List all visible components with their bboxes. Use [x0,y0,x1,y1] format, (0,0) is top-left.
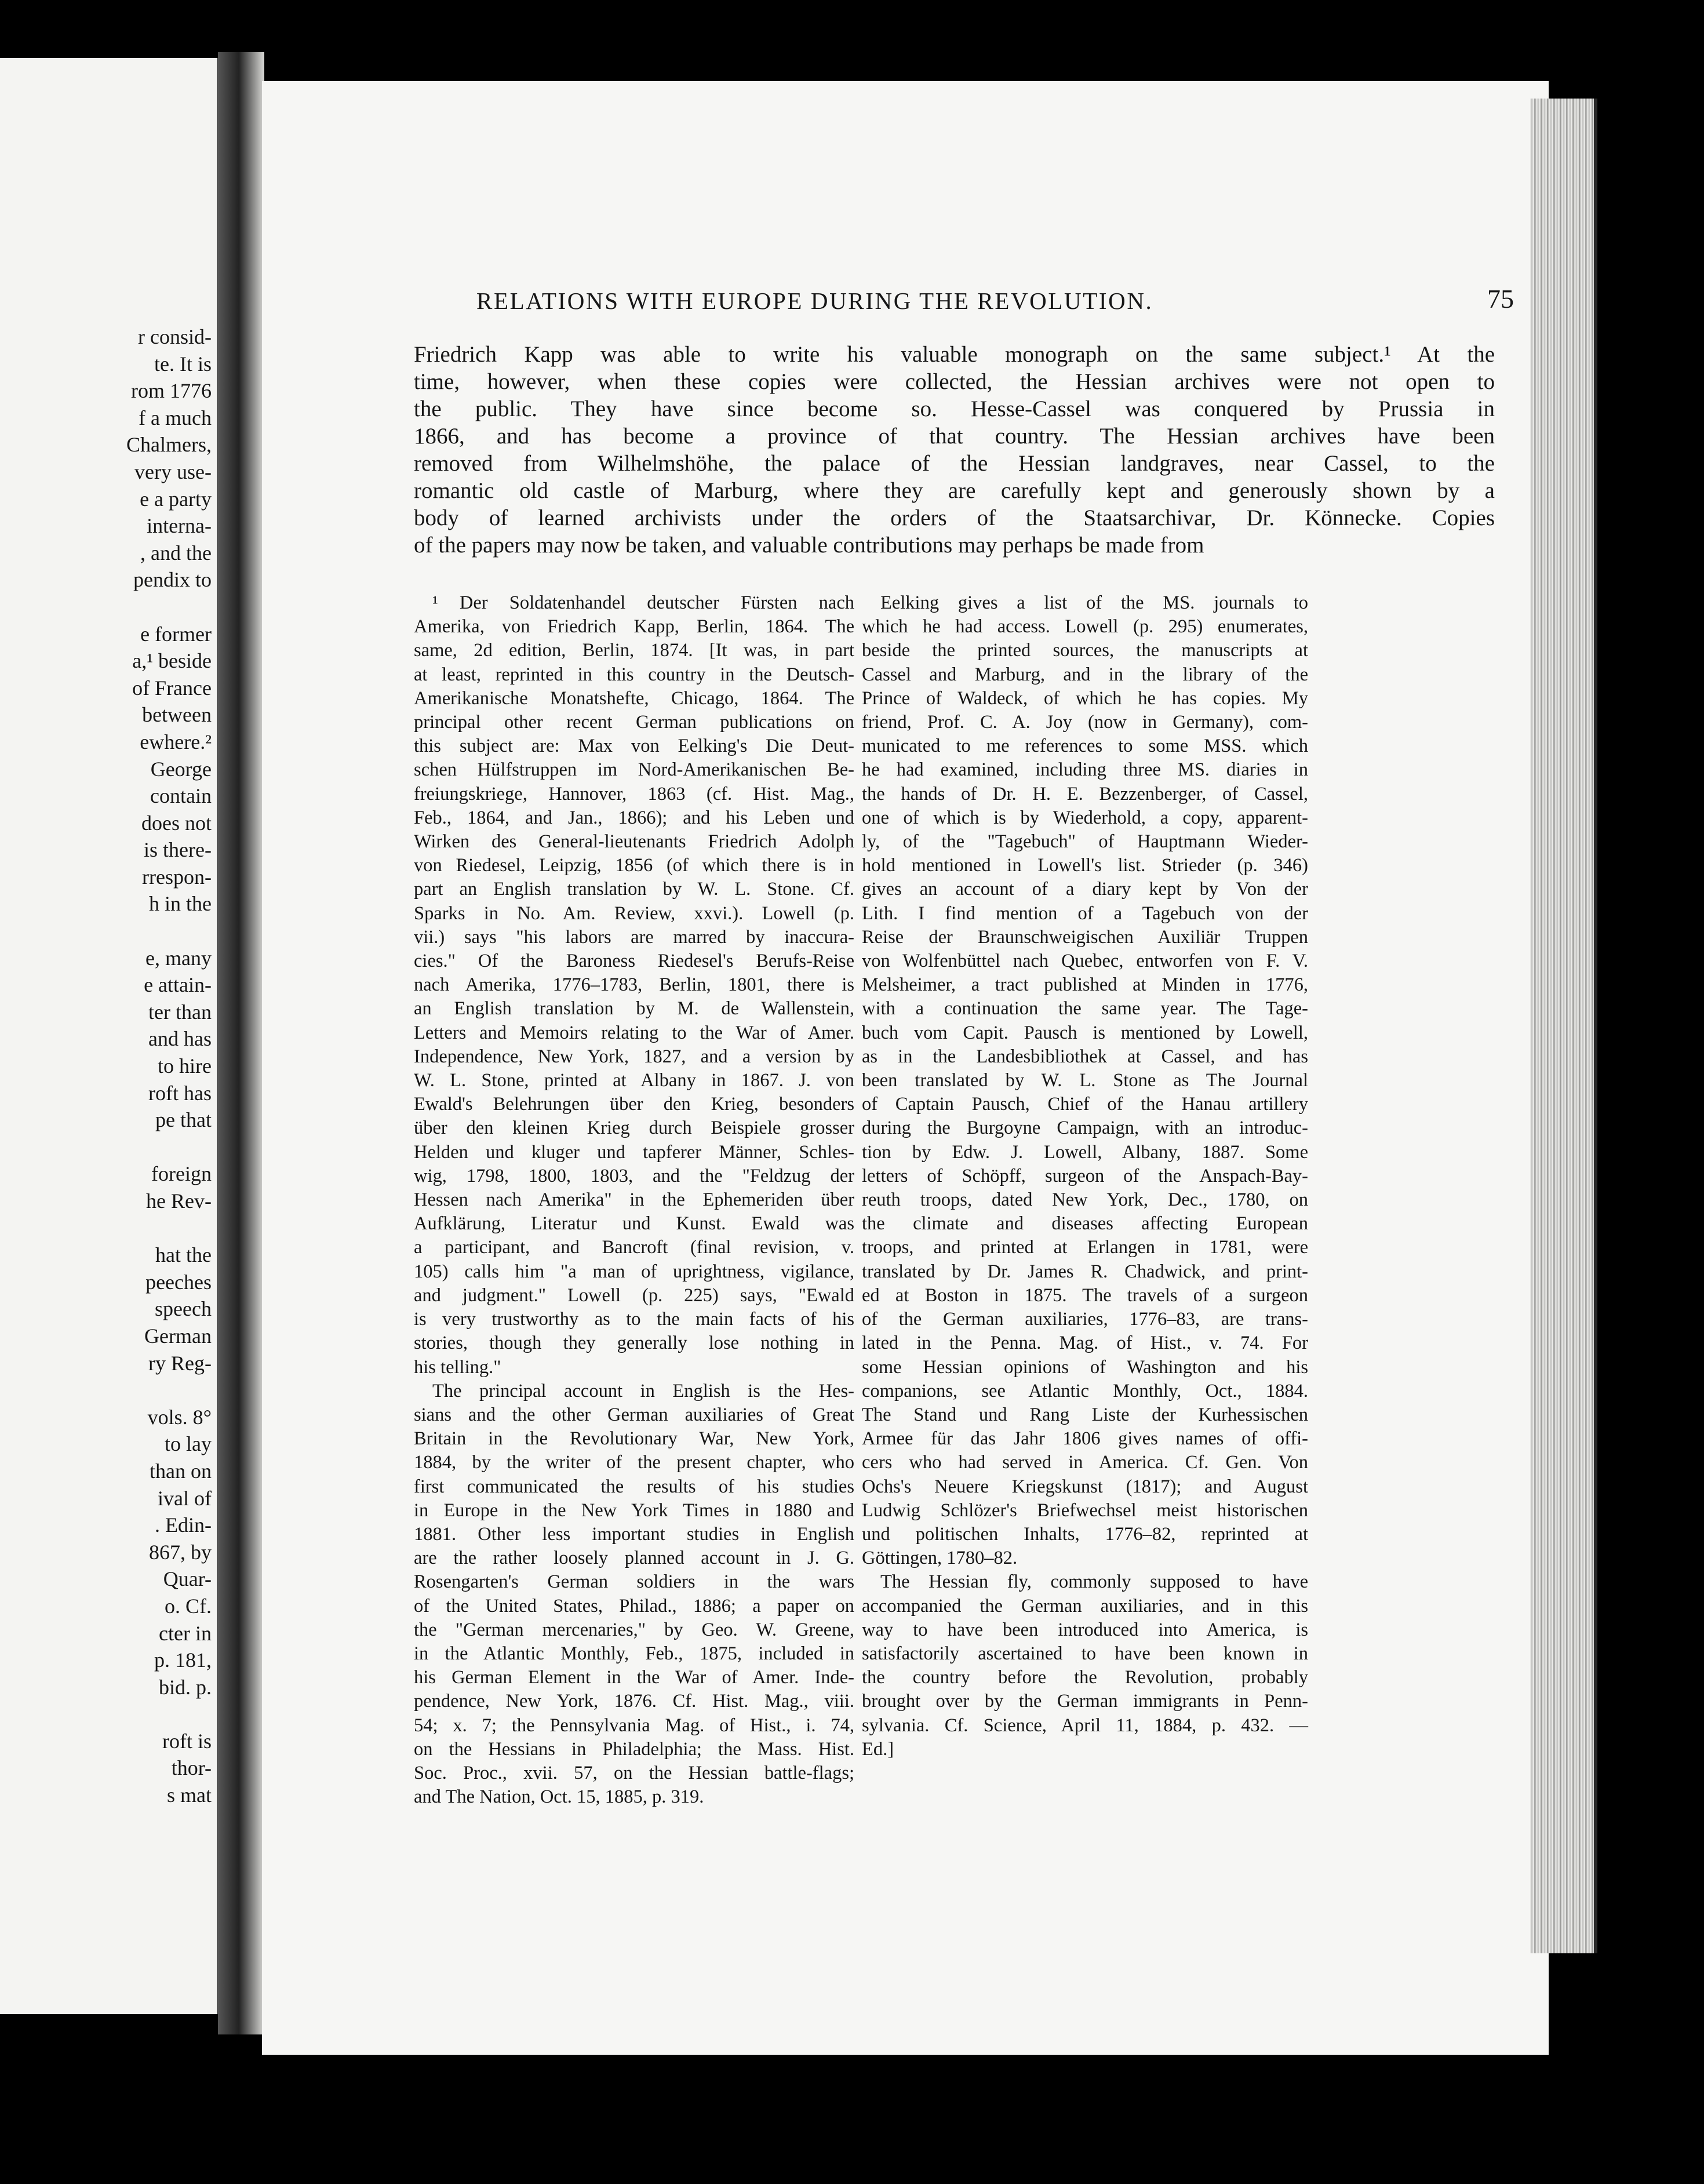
footnote-line: Amerika, von Friedrich Kapp, Berlin, 1864. The [414,616,854,638]
footnote-line: Amerikanische Monatshefte, Chicago, 1864. The [414,687,854,709]
footnote-line: a participant, and Bancroft (final revision, v. [414,1237,854,1258]
footnote-line: Soc. Proc., xvii. 57, on the Hessian battle-flags; [414,1762,854,1783]
facing-page-line [3,1701,212,1728]
footnote-line: of the German auxiliaries, 1776–83, are trans- [862,1309,1308,1330]
running-head [476,284,1531,322]
facing-page-line: and has [148,1027,212,1051]
page-number: 75 [1487,284,1514,314]
footnote-line: the "German mercenaries," by Geo. W. Greene, [414,1619,854,1640]
footnote-line: The Hessian fly, commonly supposed to have [880,1571,1308,1593]
footnote-line: he had examined, including three MS. diaries in [862,759,1308,781]
footnote-column-left [414,591,854,1809]
footnote-line: of Captain Pausch, Chief of the Hanau artillery [862,1094,1308,1115]
body-line: body of learned archivists under the orders of the Staatsarchivar, Dr. Könnecke. Copies [414,505,1495,530]
footnote-line: brought over by the German immigrants in Penn- [862,1691,1308,1712]
body-line: time, however, when these copies were collected, the Hessian archives were not open to [414,369,1495,394]
footnote-line: lated in the Penna. Mag. of Hist., v. 74. For [862,1333,1308,1354]
footnote-line: freiungskriege, Hannover, 1863 (cf. Hist. Mag., [414,783,854,805]
facing-page-line [3,1215,212,1242]
footnote-line: buch vom Capit. Pausch is mentioned by Lowell, [862,1022,1308,1043]
facing-page-line: s mat [167,1783,212,1807]
footnote-line: first communicated the results of his studies [414,1476,854,1497]
footnote-line: Eelking gives a list of the MS. journals to [880,592,1308,613]
footnote-line: Ludwig Schlözer's Briefwechsel meist historischen [862,1499,1308,1521]
facing-page-line [3,1134,212,1161]
facing-page-line: . Edin- [155,1513,212,1537]
footnote-line: his telling." [414,1356,501,1378]
footnote-line: his German Element in the War of Amer. Inde- [414,1667,854,1688]
footnote-line: principal other recent German publications on [414,712,854,733]
facing-page-line: peeches [145,1270,212,1294]
facing-page-line: ter than [148,1000,212,1024]
facing-page-line: e attain- [144,973,212,997]
footnote-line: Ewald's Belehrungen über den Krieg, besonders [414,1094,854,1115]
body-line: 1866, and has become a province of that country. The Hessian archives have been [414,424,1495,449]
facing-page-line: roft has [148,1081,212,1105]
footnote-line: 1881. Other less important studies in English [414,1523,854,1545]
body-line: of the papers may now be taken, and valuable contributions may perhaps be made from [414,533,1204,558]
book-gutter [218,52,264,2034]
footnote-line: stories, though they generally lose nothing in [414,1333,854,1354]
footnote-line: Reise der Braunschweigischen Auxiliär Truppen [862,926,1308,948]
facing-page-line: ewhere.² [140,730,212,754]
footnote-line: Helden und kluger und tapferer Männer, Schles- [414,1141,854,1163]
facing-page-line [3,594,212,621]
footnote-line: cies." Of the Baroness Riedesel's Berufs-Reise [414,951,854,972]
footnote-line: Wirken des General-lieutenants Friedrich Adolph [414,831,854,853]
footnote-line: Melsheimer, a tract published at Minden in 1776, [862,974,1308,996]
footnote-line: Letters and Memoirs relating to the War of Amer. [414,1022,854,1043]
facing-page-line: does not [141,811,212,835]
footnote-line: Cassel and Marburg, and in the library of the [862,664,1308,685]
footnote-line: 105) calls him "a man of uprightness, vigilance, [414,1261,854,1282]
footnote-line: Feb., 1864, and Jan., 1866); and his Leben und [414,807,854,828]
footnote-line: 54; x. 7; the Pennsylvania Mag. of Hist., i. 74, [414,1715,854,1736]
footnote-line: an English translation by M. de Wallenstein, [414,998,854,1020]
footnote-line: hold mentioned in Lowell's list. Strieder (p. 346) [862,855,1308,876]
footnote-line: Lith. I find mention of a Tagebuch von der [862,902,1308,924]
footnote-line: tion by Edw. J. Lowell, Albany, 1887. Some [862,1141,1308,1163]
running-title: RELATIONS WITH EUROPE DURING THE REVOLUTION. [476,287,1153,314]
footnote-line: cers who had served in America. Cf. Gen. Von [862,1452,1308,1473]
facing-page-line: r consid- [138,325,212,348]
footnote-line: translated by Dr. James R. Chadwick, and print- [862,1261,1308,1282]
facing-page-line: contain [150,784,212,808]
footnote-line: troops, and printed at Erlangen in 1781, were [862,1237,1308,1258]
footnote-line: municated to me references to some MSS. which [862,736,1308,757]
footnote-line: accompanied the German auxiliaries, and in this [862,1595,1308,1617]
facing-page-line: he Rev- [146,1189,212,1213]
facing-page-text-fragments [3,323,212,1809]
footnote-line: and The Nation, Oct. 15, 1885, p. 319. [414,1786,704,1808]
facing-page-line: thor- [171,1756,212,1780]
footnote-line: W. L. Stone, printed at Albany in 1867. J. von [414,1070,854,1091]
footnote-line: one of which is by Wiederhold, a copy, apparent- [862,807,1308,828]
footnote-line: in the Atlantic Monthly, Feb., 1875, included in [414,1643,854,1664]
footnote-line: wig, 1798, 1800, 1803, and the "Feldzug der [414,1165,854,1186]
footnote-line: in Europe in the New York Times in 1880 and [414,1499,854,1521]
footnote-line: Aufklärung, Literatur und Kunst. Ewald was [414,1213,854,1235]
facing-page-line: very use- [134,460,212,483]
footnote-line: same, 2d edition, Berlin, 1874. [It was, in part [414,640,854,661]
facing-page-line: bid. p. [158,1675,212,1699]
footnote-line: vii.) says "his labors are marred by inaccura- [414,926,854,948]
footnote-line: been translated by W. L. Stone as The Journal [862,1070,1308,1091]
footnote-line: with a continuation the same year. The Tage- [862,998,1308,1020]
facing-page-line: German [144,1324,212,1348]
footnote-line: which he had access. Lowell (p. 295) enumerates, [862,616,1308,638]
facing-page-line [3,918,212,945]
facing-page-line: e, many [145,946,212,970]
footnote-line: ¹ Der Soldatenhandel deutscher Fürsten nach [432,592,854,613]
footnote-line: the country before the Revolution, probably [862,1667,1308,1688]
footnote-line: schen Hülfstruppen im Nord-Amerikanischen Be- [414,759,854,781]
facing-page-line: ival of [158,1486,212,1510]
facing-page-line [3,1377,212,1404]
footnote-line: part an English translation by W. L. Stone. Cf. [414,879,854,900]
footnote-line: sylvania. Cf. Science, April 11, 1884, p. 432. — [862,1715,1308,1736]
footnote-line: Rosengarten's German soldiers in the wars [414,1571,854,1593]
facing-page-line: speech [155,1297,212,1321]
facing-page-line: ry Reg- [148,1351,212,1375]
body-line: Friedrich Kapp was able to write his valuable monograph on the same subject.¹ At the [414,342,1495,367]
facing-page-line: of France [132,676,212,700]
footnote-line: gives an account of a diary kept by Von der [862,879,1308,900]
footnote-line: ly, of the "Tagebuch" of Hauptmann Wieder- [862,831,1308,853]
facing-page-line: o. Cf. [165,1594,212,1618]
facing-page-line: rom 1776 [131,379,212,403]
facing-page-line: than on [150,1459,212,1483]
footnote-line: sians and the other German auxiliaries of Great [414,1404,854,1425]
body-line: removed from Wilhelmshöhe, the palace of the Hessian landgraves, near Cassel, to the [414,451,1495,476]
footnote-line: Ochs's Neuere Kriegskunst (1817); and August [862,1476,1308,1497]
footnote-line: on the Hessians in Philadelphia; the Mass. Hist. [414,1738,854,1760]
facing-page-line: hat the [155,1243,212,1267]
facing-page-line: cter in [159,1621,212,1645]
facing-page-line: h in the [149,892,212,916]
body-paragraph [414,341,1495,559]
footnote-line: way to have been introduced into America, is [862,1619,1308,1640]
body-line: the public. They have since become so. Hesse-Cassel was conquered by Prussia in [414,396,1495,421]
page-fore-edge [1530,99,1597,1953]
facing-page-line: te. It is [154,352,212,376]
footnote-line: is very trustworthy as to the main facts of his [414,1309,854,1330]
footnote-line: 1884, by the writer of the present chapter, who [414,1452,854,1473]
book-page [262,81,1549,2055]
footnote-line: as in the Landesbibliothek at Cassel, and has [862,1046,1308,1067]
facing-page-line: 867, by [149,1540,212,1564]
footnote-line: nach Amerika, 1776–1783, Berlin, 1801, there is [414,974,854,996]
facing-page-line: Quar- [163,1567,212,1591]
facing-page-line: pendix to [133,568,212,592]
facing-page-line: foreign [151,1162,212,1186]
facing-page-line: to hire [158,1054,212,1078]
footnote-line: companions, see Atlantic Monthly, Oct., 1884. [862,1380,1308,1402]
facing-page-line: Chalmers, [126,433,212,457]
footnote-line: Independence, New York, 1827, and a version by [414,1046,854,1067]
footnote-line: beside the printed sources, the manuscripts at [862,640,1308,661]
facing-page-line: p. 181, [154,1648,212,1672]
facing-page-line: e former [140,622,212,646]
footnote-line: von Riedesel, Leipzig, 1856 (of which there is in [414,855,854,876]
footnote-line: satisfactorily ascertained to have been known in [862,1643,1308,1664]
body-line: romantic old castle of Marburg, where they are carefully kept and generously shown by a [414,478,1495,503]
facing-page-left [0,58,221,2014]
facing-page-line: to lay [165,1432,212,1456]
facing-page-line: vols. 8° [147,1405,212,1429]
facing-page-line: rrespon- [142,865,212,889]
facing-page-line: , and the [140,541,212,565]
footnote-line: Armee für das Jahr 1806 gives names of offi- [862,1428,1308,1450]
footnote-line: at least, reprinted in this country in the Deutsch- [414,664,854,685]
footnote-line: The principal account in English is the Hes- [432,1380,854,1402]
footnote-line: the hands of Dr. H. E. Bezzenberger, of Cassel, [862,783,1308,805]
footnote-line: pendence, New York, 1876. Cf. Hist. Mag., viii. [414,1691,854,1712]
facing-page-line: f a much [139,406,212,429]
footnote-line: letters of Schöpff, surgeon of the Anspach-Bay- [862,1165,1308,1186]
footnote-line: Ed.] [862,1738,894,1760]
footnote-line: during the Burgoyne Campaign, with an introduc- [862,1118,1308,1139]
footnote-line: über den kleinen Krieg durch Beispiele grosser [414,1118,854,1139]
facing-page-line: is there- [144,838,212,862]
footnote-line: von Wolfenbüttel nach Quebec, entworfen von F. V. [862,951,1308,972]
footnote-line: Hessen nach Amerika" in the Ephemeriden über [414,1189,854,1211]
facing-page-line: interna- [147,514,212,538]
facing-page-line: between [142,703,212,727]
footnote-line: The Stand und Rang Liste der Kurhessischen [862,1404,1308,1425]
footnote-line: reuth troops, dated New York, Dec., 1780, on [862,1189,1308,1211]
footnote-line: friend, Prof. C. A. Joy (now in Germany), com- [862,712,1308,733]
footnote-line: Sparks in No. Am. Review, xxvi.). Lowell (p. [414,902,854,924]
footnote-line: Göttingen, 1780–82. [862,1548,1018,1569]
facing-page-line: pe that [155,1108,212,1132]
footnote-line: of the United States, Philad., 1886; a paper on [414,1595,854,1617]
facing-page-line: roft is [162,1729,212,1753]
footnote-line: ed at Boston in 1875. The travels of a surgeon [862,1284,1308,1306]
facing-page-line: George [150,757,212,781]
footnote-line: this subject are: Max von Eelking's Die Deut- [414,736,854,757]
footnote-column-right [862,591,1308,1761]
footnote-line: are the rather loosely planned account in J. G. [414,1548,854,1569]
facing-page-line: e a party [140,487,212,511]
footnote-line: Prince of Waldeck, of which he has copies. My [862,687,1308,709]
footnote-line: some Hessian opinions of Washington and his [862,1356,1308,1378]
footnote-line: and judgment." Lowell (p. 225) says, "Ewald [414,1284,854,1306]
facing-page-line: a,¹ beside [132,649,212,673]
footnote-line: und politischen Inhalts, 1776–82, reprinted at [862,1523,1308,1545]
footnote-line: the climate and diseases affecting European [862,1213,1308,1235]
footnote-line: Britain in the Revolutionary War, New York, [414,1428,854,1450]
